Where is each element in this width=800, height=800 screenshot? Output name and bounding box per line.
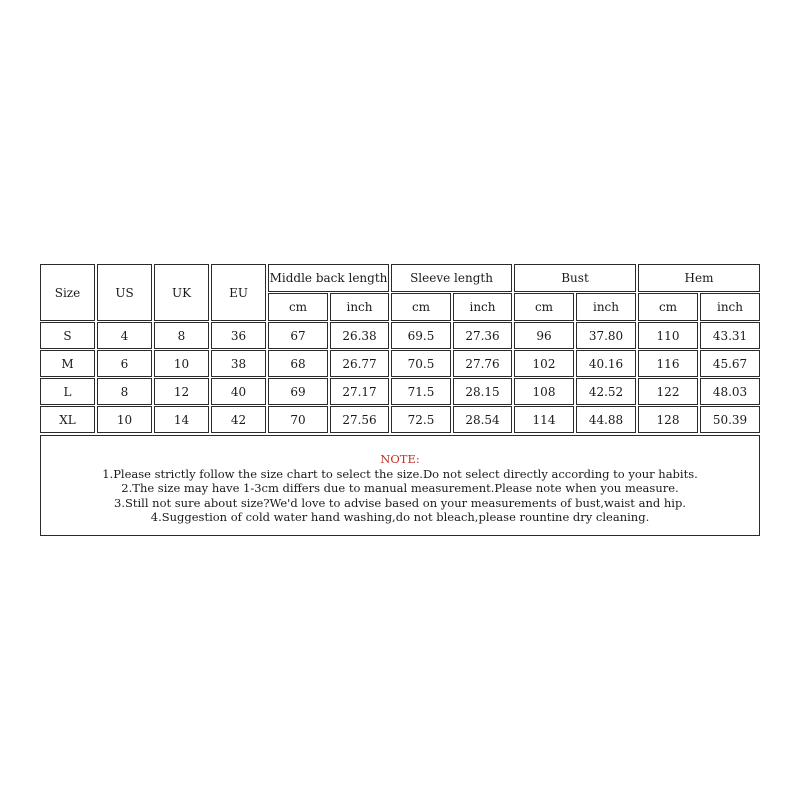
subheader-cm: cm [514,293,574,321]
cell-uk: 10 [154,350,209,377]
cell-sleeve-cm: 72.5 [391,406,451,433]
subheader-inch: inch [700,293,760,321]
header-uk: UK [154,264,209,321]
cell-hem-inch: 50.39 [700,406,760,433]
cell-sleeve-cm: 71.5 [391,378,451,405]
cell-eu: 40 [211,378,266,405]
note-line: 3.Still not sure about size?We'd love to advise based on your measurements of bust,waist and hip. [114,495,686,510]
cell-bust-inch: 42.52 [576,378,636,405]
header-size: Size [40,264,95,321]
header-hem: Hem [638,264,760,292]
cell-back-cm: 67 [268,322,328,349]
cell-back-inch: 27.56 [330,406,389,433]
cell-us: 4 [97,322,152,349]
note-title: NOTE: [380,452,420,466]
subheader-cm: cm [391,293,451,321]
cell-bust-inch: 40.16 [576,350,636,377]
subheader-inch: inch [576,293,636,321]
cell-back-inch: 26.77 [330,350,389,377]
cell-back-inch: 26.38 [330,322,389,349]
cell-hem-cm: 116 [638,350,698,377]
cell-eu: 38 [211,350,266,377]
cell-eu: 42 [211,406,266,433]
note-line: 4.Suggestion of cold water hand washing,do not bleach,please rountine dry cleaning. [150,510,650,524]
cell-bust-cm: 108 [514,378,574,405]
cell-bust-cm: 96 [514,322,574,349]
note-line: 2.The size may have 1-3cm differs due to manual measurement.Please note when you measure. [121,481,679,495]
cell-back-cm: 69 [268,378,328,405]
cell-uk: 14 [154,406,209,433]
cell-hem-inch: 43.31 [700,322,760,349]
header-sleeve-length: Sleeve length [391,264,512,292]
subheader-inch: inch [453,293,512,321]
cell-size: S [40,322,95,349]
cell-us: 10 [97,406,152,433]
cell-hem-inch: 48.03 [700,378,760,405]
cell-bust-cm: 114 [514,406,574,433]
cell-sleeve-inch: 28.15 [453,378,512,405]
note-line: 1.Please strictly follow the size chart to select the size.Do not select directly according to your habits. [102,466,698,481]
cell-size: M [40,350,95,377]
cell-uk: 8 [154,322,209,349]
cell-back-inch: 27.17 [330,378,389,405]
cell-us: 8 [97,378,152,405]
cell-bust-inch: 44.88 [576,406,636,433]
header-bust: Bust [514,264,636,292]
cell-size: L [40,378,95,405]
cell-eu: 36 [211,322,266,349]
cell-bust-inch: 37.80 [576,322,636,349]
cell-back-cm: 70 [268,406,328,433]
cell-us: 6 [97,350,152,377]
subheader-inch: inch [330,293,389,321]
cell-sleeve-inch: 28.54 [453,406,512,433]
cell-hem-cm: 128 [638,406,698,433]
cell-sleeve-inch: 27.76 [453,350,512,377]
cell-uk: 12 [154,378,209,405]
cell-bust-cm: 102 [514,350,574,377]
cell-size: XL [40,406,95,433]
header-eu: EU [211,264,266,321]
cell-sleeve-inch: 27.36 [453,322,512,349]
cell-hem-cm: 110 [638,322,698,349]
header-us: US [97,264,152,321]
cell-sleeve-cm: 69.5 [391,322,451,349]
notes-box [40,435,760,536]
cell-hem-cm: 122 [638,378,698,405]
subheader-cm: cm [638,293,698,321]
header-middle-back-length: Middle back length [268,264,389,292]
subheader-cm: cm [268,293,328,321]
cell-sleeve-cm: 70.5 [391,350,451,377]
cell-back-cm: 68 [268,350,328,377]
cell-hem-inch: 45.67 [700,350,760,377]
